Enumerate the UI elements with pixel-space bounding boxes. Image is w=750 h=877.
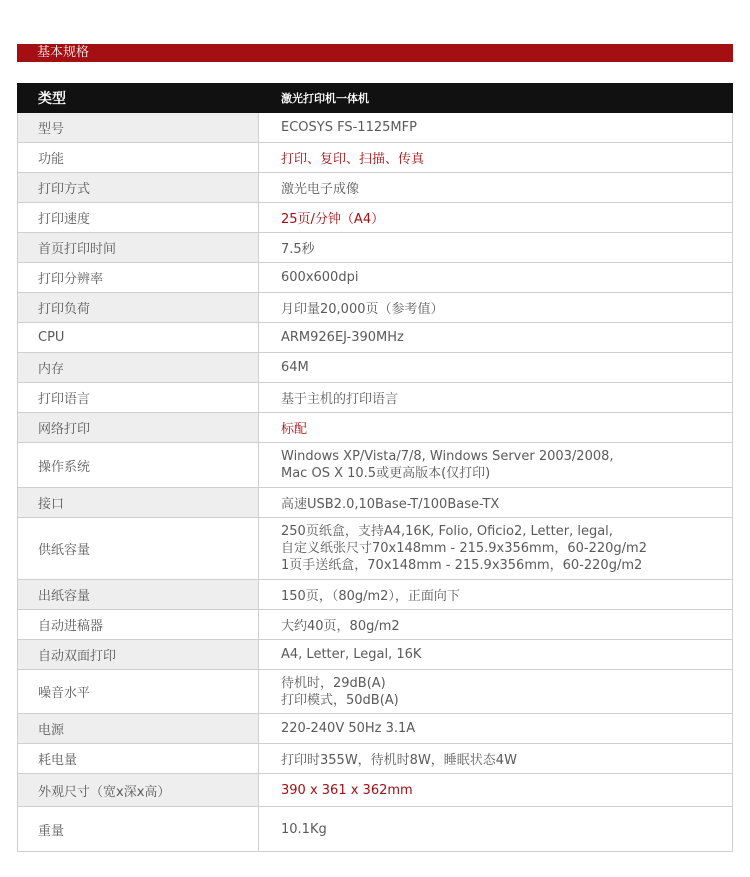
row-value xyxy=(259,443,733,488)
row-value xyxy=(259,353,733,383)
row-label: 电源 xyxy=(18,714,259,744)
table-row xyxy=(18,580,733,610)
row-label: 重量 xyxy=(18,807,259,852)
row-value-line: 高速USB2.0,10Base-T/100Base-TX xyxy=(281,497,500,512)
table-row xyxy=(18,670,733,714)
row-label: 打印速度 xyxy=(18,203,259,233)
row-value-line: 激光电子成像 xyxy=(281,182,360,197)
table-row xyxy=(18,714,733,744)
table-row xyxy=(18,353,733,383)
row-value xyxy=(259,518,733,580)
row-label: 自动双面打印 xyxy=(18,640,259,670)
row-value xyxy=(259,640,733,670)
row-value-line: Mac OS X 10.5或更高版本(仅打印) xyxy=(281,466,491,481)
table-row xyxy=(18,640,733,670)
row-value-line: 600x600dpi xyxy=(281,270,359,285)
row-value xyxy=(259,203,733,233)
row-value xyxy=(259,113,733,143)
row-value-line: 10.1Kg xyxy=(281,821,327,837)
row-label: 首页打印时间 xyxy=(18,233,259,263)
row-value xyxy=(259,263,733,293)
row-value-line: 250页纸盒，支持A4,16K, Folio, Oficio2, Letter, legal, xyxy=(281,524,613,539)
table-row xyxy=(18,413,733,443)
row-label: 内存 xyxy=(18,353,259,383)
row-value xyxy=(259,413,733,443)
row-value xyxy=(259,233,733,263)
section-header-bar xyxy=(17,44,733,62)
row-label: 自动进稿器 xyxy=(18,610,259,640)
row-value xyxy=(259,173,733,203)
row-value-line: 基于主机的打印语言 xyxy=(281,392,399,407)
table-row xyxy=(18,488,733,518)
table-header-row xyxy=(18,84,733,113)
row-value-line: 打印、复印、扫描、传真 xyxy=(281,152,425,167)
row-value-line: 7.5秒 xyxy=(281,242,315,257)
row-value xyxy=(259,323,733,353)
row-label: 功能 xyxy=(18,143,259,173)
row-value xyxy=(259,774,733,807)
row-value xyxy=(259,714,733,744)
row-value-line: 25页/分钟（A4） xyxy=(281,212,385,227)
row-label: 供纸容量 xyxy=(18,518,259,580)
table-row xyxy=(18,143,733,173)
row-value-line: 待机时，29dB(A) xyxy=(281,675,386,691)
row-value xyxy=(259,610,733,640)
row-value-line: 自定义纸张尺寸70x148mm - 215.9x356mm，60-220g/m2 xyxy=(281,541,647,556)
row-value-line: 150页，（80g/m2），正面向下 xyxy=(281,589,460,604)
row-value xyxy=(259,580,733,610)
table-row xyxy=(18,263,733,293)
row-label: 网络打印 xyxy=(18,413,259,443)
table-row xyxy=(18,113,733,143)
table-row xyxy=(18,293,733,323)
header-label: 类型 xyxy=(18,84,259,113)
table-row xyxy=(18,774,733,807)
row-label: 外观尺寸（宽x深x高） xyxy=(18,774,259,807)
row-value-line: 1页手送纸盒，70x148mm - 215.9x356mm，60-220g/m2 xyxy=(281,558,643,573)
row-value-line: 220-240V 50Hz 3.1A xyxy=(281,721,416,736)
row-label: 噪音水平 xyxy=(18,670,259,714)
row-value-line: 标配 xyxy=(281,422,308,437)
table-row xyxy=(18,383,733,413)
row-value xyxy=(259,744,733,774)
row-label: 型号 xyxy=(18,113,259,143)
row-label: 打印语言 xyxy=(18,383,259,413)
row-value-line: A4, Letter, Legal, 16K xyxy=(281,647,422,662)
row-value-line: 390 x 361 x 362mm xyxy=(281,782,413,798)
row-label: 耗电量 xyxy=(18,744,259,774)
table-row xyxy=(18,173,733,203)
header-value: 激光打印机一体机 xyxy=(259,84,733,113)
row-value-line: 64M xyxy=(281,360,309,375)
table-row xyxy=(18,807,733,852)
row-value-line: Windows XP/Vista/7/8, Windows Server 2003/2008, xyxy=(281,449,614,464)
table-row xyxy=(18,233,733,263)
row-value-line: ECOSYS FS-1125MFP xyxy=(281,120,417,135)
row-value-line: 月印量20,000页（参考值） xyxy=(281,302,444,317)
row-value xyxy=(259,488,733,518)
row-label: 打印负荷 xyxy=(18,293,259,323)
section-title: 基本规格 xyxy=(37,45,90,60)
row-label: 打印方式 xyxy=(18,173,259,203)
row-value xyxy=(259,143,733,173)
table-row xyxy=(18,744,733,774)
row-value xyxy=(259,670,733,714)
row-label: 打印分辨率 xyxy=(18,263,259,293)
row-label: 操作系统 xyxy=(18,443,259,488)
row-value xyxy=(259,383,733,413)
table-row xyxy=(18,323,733,353)
table-row xyxy=(18,443,733,488)
table-row xyxy=(18,203,733,233)
row-value-line: 大约40页，80g/m2 xyxy=(281,619,400,634)
row-label: 接口 xyxy=(18,488,259,518)
table-row xyxy=(18,610,733,640)
row-label: 出纸容量 xyxy=(18,580,259,610)
row-value-line: ARM926EJ-390MHz xyxy=(281,330,404,345)
spec-table xyxy=(17,83,733,852)
row-value xyxy=(259,807,733,852)
table-row xyxy=(18,518,733,580)
row-label: CPU xyxy=(18,323,259,353)
row-value xyxy=(259,293,733,323)
row-value-line: 打印模式，50dB(A) xyxy=(281,692,399,708)
row-value-line: 打印时355W，待机时8W，睡眠状态4W xyxy=(281,753,517,768)
